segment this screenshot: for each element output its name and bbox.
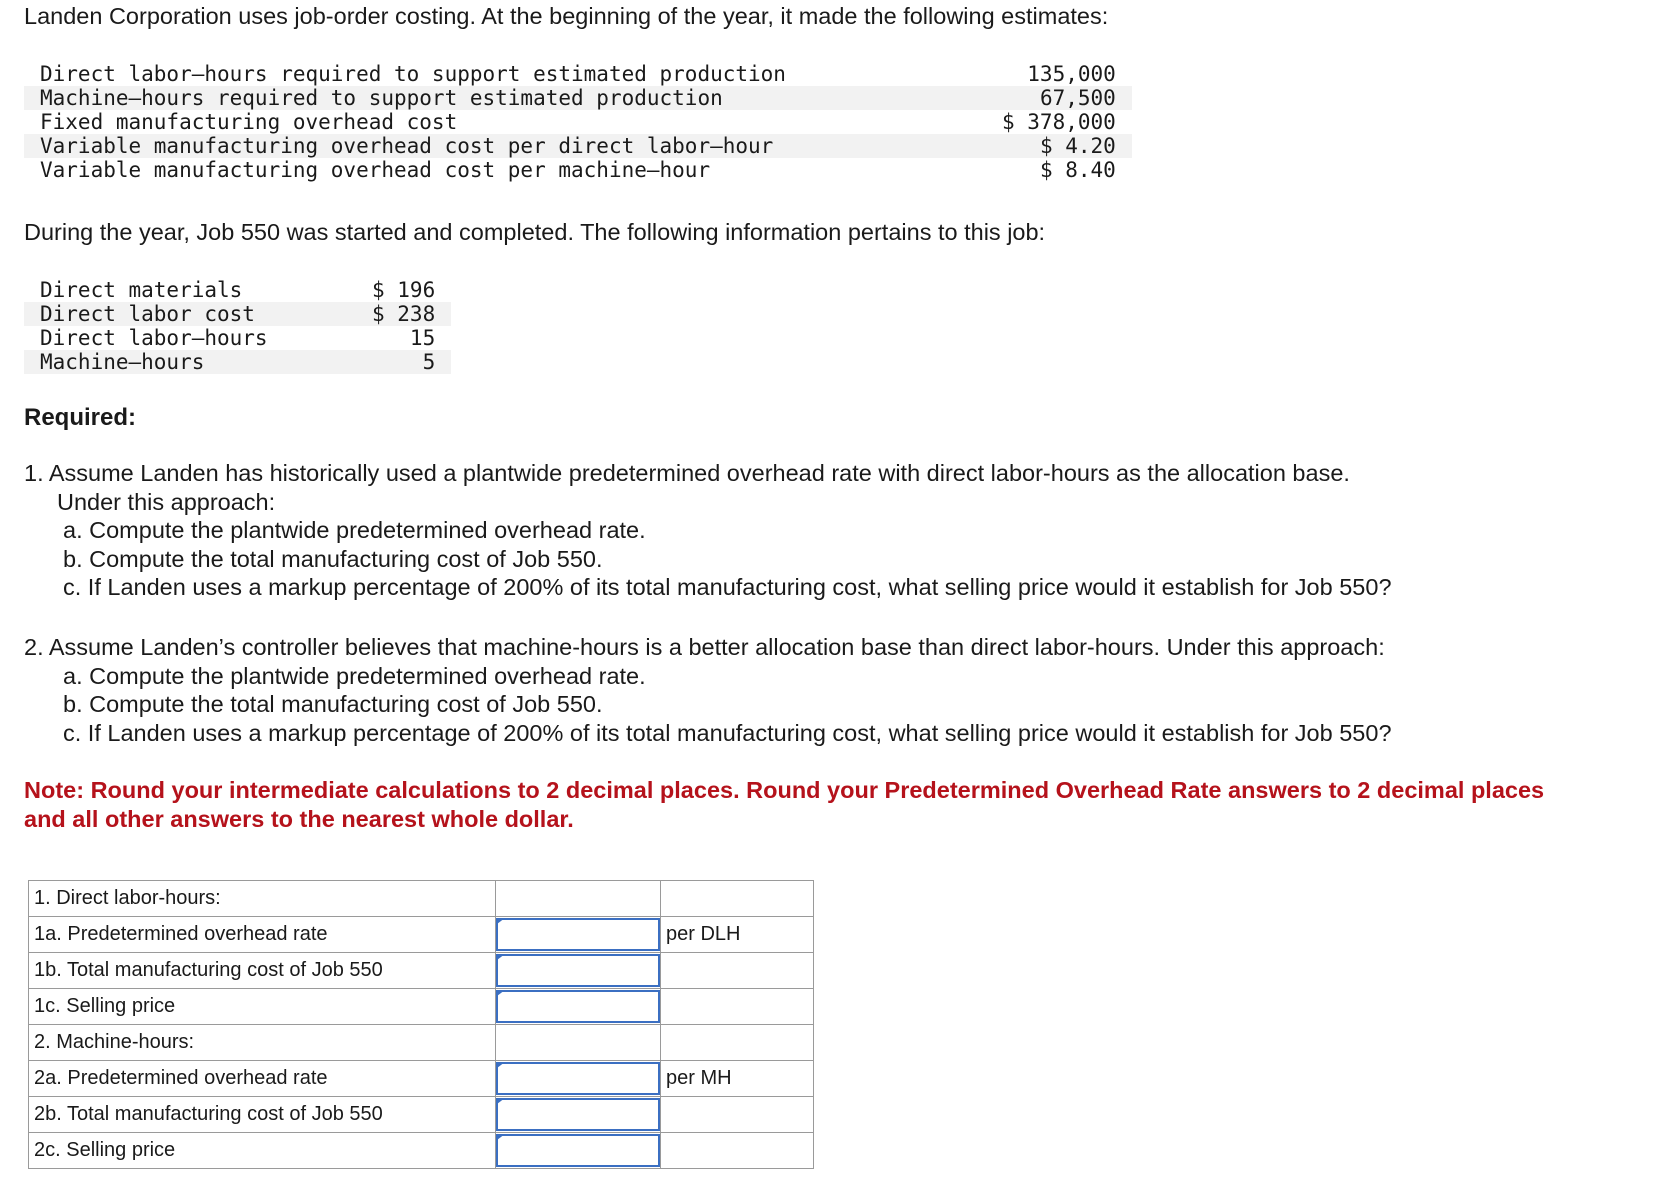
row-label: 2b. Total manufacturing cost of Job 550 xyxy=(29,1097,496,1133)
estimate-value: $ 8.40 xyxy=(1039,158,1116,182)
input-marker-icon xyxy=(497,954,505,960)
job-value: $ 238 xyxy=(356,302,451,326)
row-label: 1c. Selling price xyxy=(29,989,496,1025)
job-table xyxy=(24,278,451,374)
answer-1a-input[interactable] xyxy=(496,918,660,951)
question-1 xyxy=(24,459,1392,602)
answer-row xyxy=(29,1097,814,1133)
answer-1b-input[interactable] xyxy=(496,954,660,987)
answer-2b-input[interactable] xyxy=(496,1098,660,1131)
estimate-label: Variable manufacturing overhead cost per machine–hour xyxy=(40,158,711,182)
estimate-row xyxy=(24,134,1132,158)
question-1a: a. Compute the plantwide predetermined overhead rate. xyxy=(63,517,646,543)
input-marker-icon xyxy=(497,918,505,924)
unit-label: per MH xyxy=(661,1061,814,1097)
estimate-value: 67,500 xyxy=(986,86,1132,110)
rounding-note: Note: Round your intermediate calculations to 2 decimal places. Round your Predetermined Overhead Rate answers to 2 decimal places and all other answers to the nearest whole dollar. xyxy=(24,777,1545,832)
estimate-label: Machine–hours required to support estimated production xyxy=(24,86,986,110)
estimate-label: Fixed manufacturing overhead cost xyxy=(40,110,458,134)
input-marker-icon xyxy=(497,990,505,996)
answer-cell xyxy=(496,1097,661,1133)
job-label: Machine–hours xyxy=(24,350,356,374)
estimates-table xyxy=(24,62,1132,182)
answer-2c-input[interactable] xyxy=(496,1134,660,1167)
empty-cell xyxy=(496,881,661,917)
job-label: Direct labor cost xyxy=(24,302,356,326)
answer-row xyxy=(29,953,814,989)
question-1c: c. If Landen uses a markup percentage of 200% of its total manufacturing cost, what selling price would it establish for Job 550? xyxy=(63,574,1392,600)
intro-text: Landen Corporation uses job-order costing. At the beginning of the year, it made the following estimates: xyxy=(24,3,1109,29)
job-label: Direct labor–hours xyxy=(40,326,268,350)
row-label: 2c. Selling price xyxy=(29,1133,496,1169)
answer-row xyxy=(29,917,814,953)
job-value: 5 xyxy=(356,350,451,374)
job-row xyxy=(24,278,451,302)
input-marker-icon xyxy=(497,1098,505,1104)
answer-table xyxy=(28,880,814,1169)
estimate-value: $ 4.20 xyxy=(986,134,1132,158)
answer-row xyxy=(29,1133,814,1169)
answer-cell xyxy=(496,989,661,1025)
job-row xyxy=(24,326,451,350)
estimate-value: 135,000 xyxy=(1027,62,1116,86)
job-label: Direct materials xyxy=(40,278,243,302)
estimate-row xyxy=(24,62,1132,86)
question-2a: a. Compute the plantwide predetermined overhead rate. xyxy=(63,662,646,689)
input-marker-icon xyxy=(497,1134,505,1140)
row-label: 1a. Predetermined overhead rate xyxy=(29,917,496,953)
unit-label: per DLH xyxy=(661,917,814,953)
job-intro-text: During the year, Job 550 was started and completed. The following information pertains to this job: xyxy=(24,219,1046,245)
input-marker-icon xyxy=(497,1062,505,1068)
empty-cell xyxy=(661,953,814,989)
answer-row xyxy=(29,989,814,1025)
question-2c: c. If Landen uses a markup percentage of 200% of its total manufacturing cost, what selling price would it establish for Job 550? xyxy=(63,719,1392,746)
answer-row xyxy=(29,1061,814,1097)
empty-cell xyxy=(661,1025,814,1061)
question-1-text: 1. Assume Landen has historically used a plantwide predetermined overhead rate with direct labor-hours as the allocation base. xyxy=(24,460,1350,486)
estimate-label: Variable manufacturing overhead cost per direct labor–hour xyxy=(24,134,986,158)
question-1b: b. Compute the total manufacturing cost of Job 550. xyxy=(63,545,603,572)
estimate-label: Direct labor–hours required to support estimated production xyxy=(40,62,786,86)
answer-cell xyxy=(496,917,661,953)
empty-cell xyxy=(496,1025,661,1061)
empty-cell xyxy=(661,1097,814,1133)
answer-row xyxy=(29,1025,814,1061)
empty-cell xyxy=(661,1133,814,1169)
row-label: 2a. Predetermined overhead rate xyxy=(29,1061,496,1097)
question-1-text-cont: Under this approach: xyxy=(57,488,276,515)
section-label: 1. Direct labor-hours: xyxy=(29,881,496,917)
question-2-text: 2. Assume Landen’s controller believes that machine-hours is a better allocation base than direct labor-hours. Under this approach: xyxy=(24,634,1385,660)
estimate-value: $ 378,000 xyxy=(1002,110,1116,134)
estimate-row xyxy=(24,86,1132,110)
estimate-row xyxy=(24,110,1132,134)
empty-cell xyxy=(661,881,814,917)
job-row xyxy=(24,302,451,326)
answer-1c-input[interactable] xyxy=(496,990,660,1023)
empty-cell xyxy=(661,989,814,1025)
question-2 xyxy=(24,633,1392,747)
question-2b: b. Compute the total manufacturing cost of Job 550. xyxy=(63,691,603,717)
job-value: 15 xyxy=(409,326,436,350)
answer-cell xyxy=(496,1061,661,1097)
answer-2a-input[interactable] xyxy=(496,1062,660,1095)
row-label: 1b. Total manufacturing cost of Job 550 xyxy=(29,953,496,989)
answer-cell xyxy=(496,1133,661,1169)
required-heading: Required: xyxy=(24,404,137,431)
estimate-row xyxy=(24,158,1132,182)
answer-cell xyxy=(496,953,661,989)
section-label: 2. Machine-hours: xyxy=(29,1025,496,1061)
job-value: $ 196 xyxy=(372,278,436,302)
job-row xyxy=(24,350,451,374)
answer-row xyxy=(29,881,814,917)
